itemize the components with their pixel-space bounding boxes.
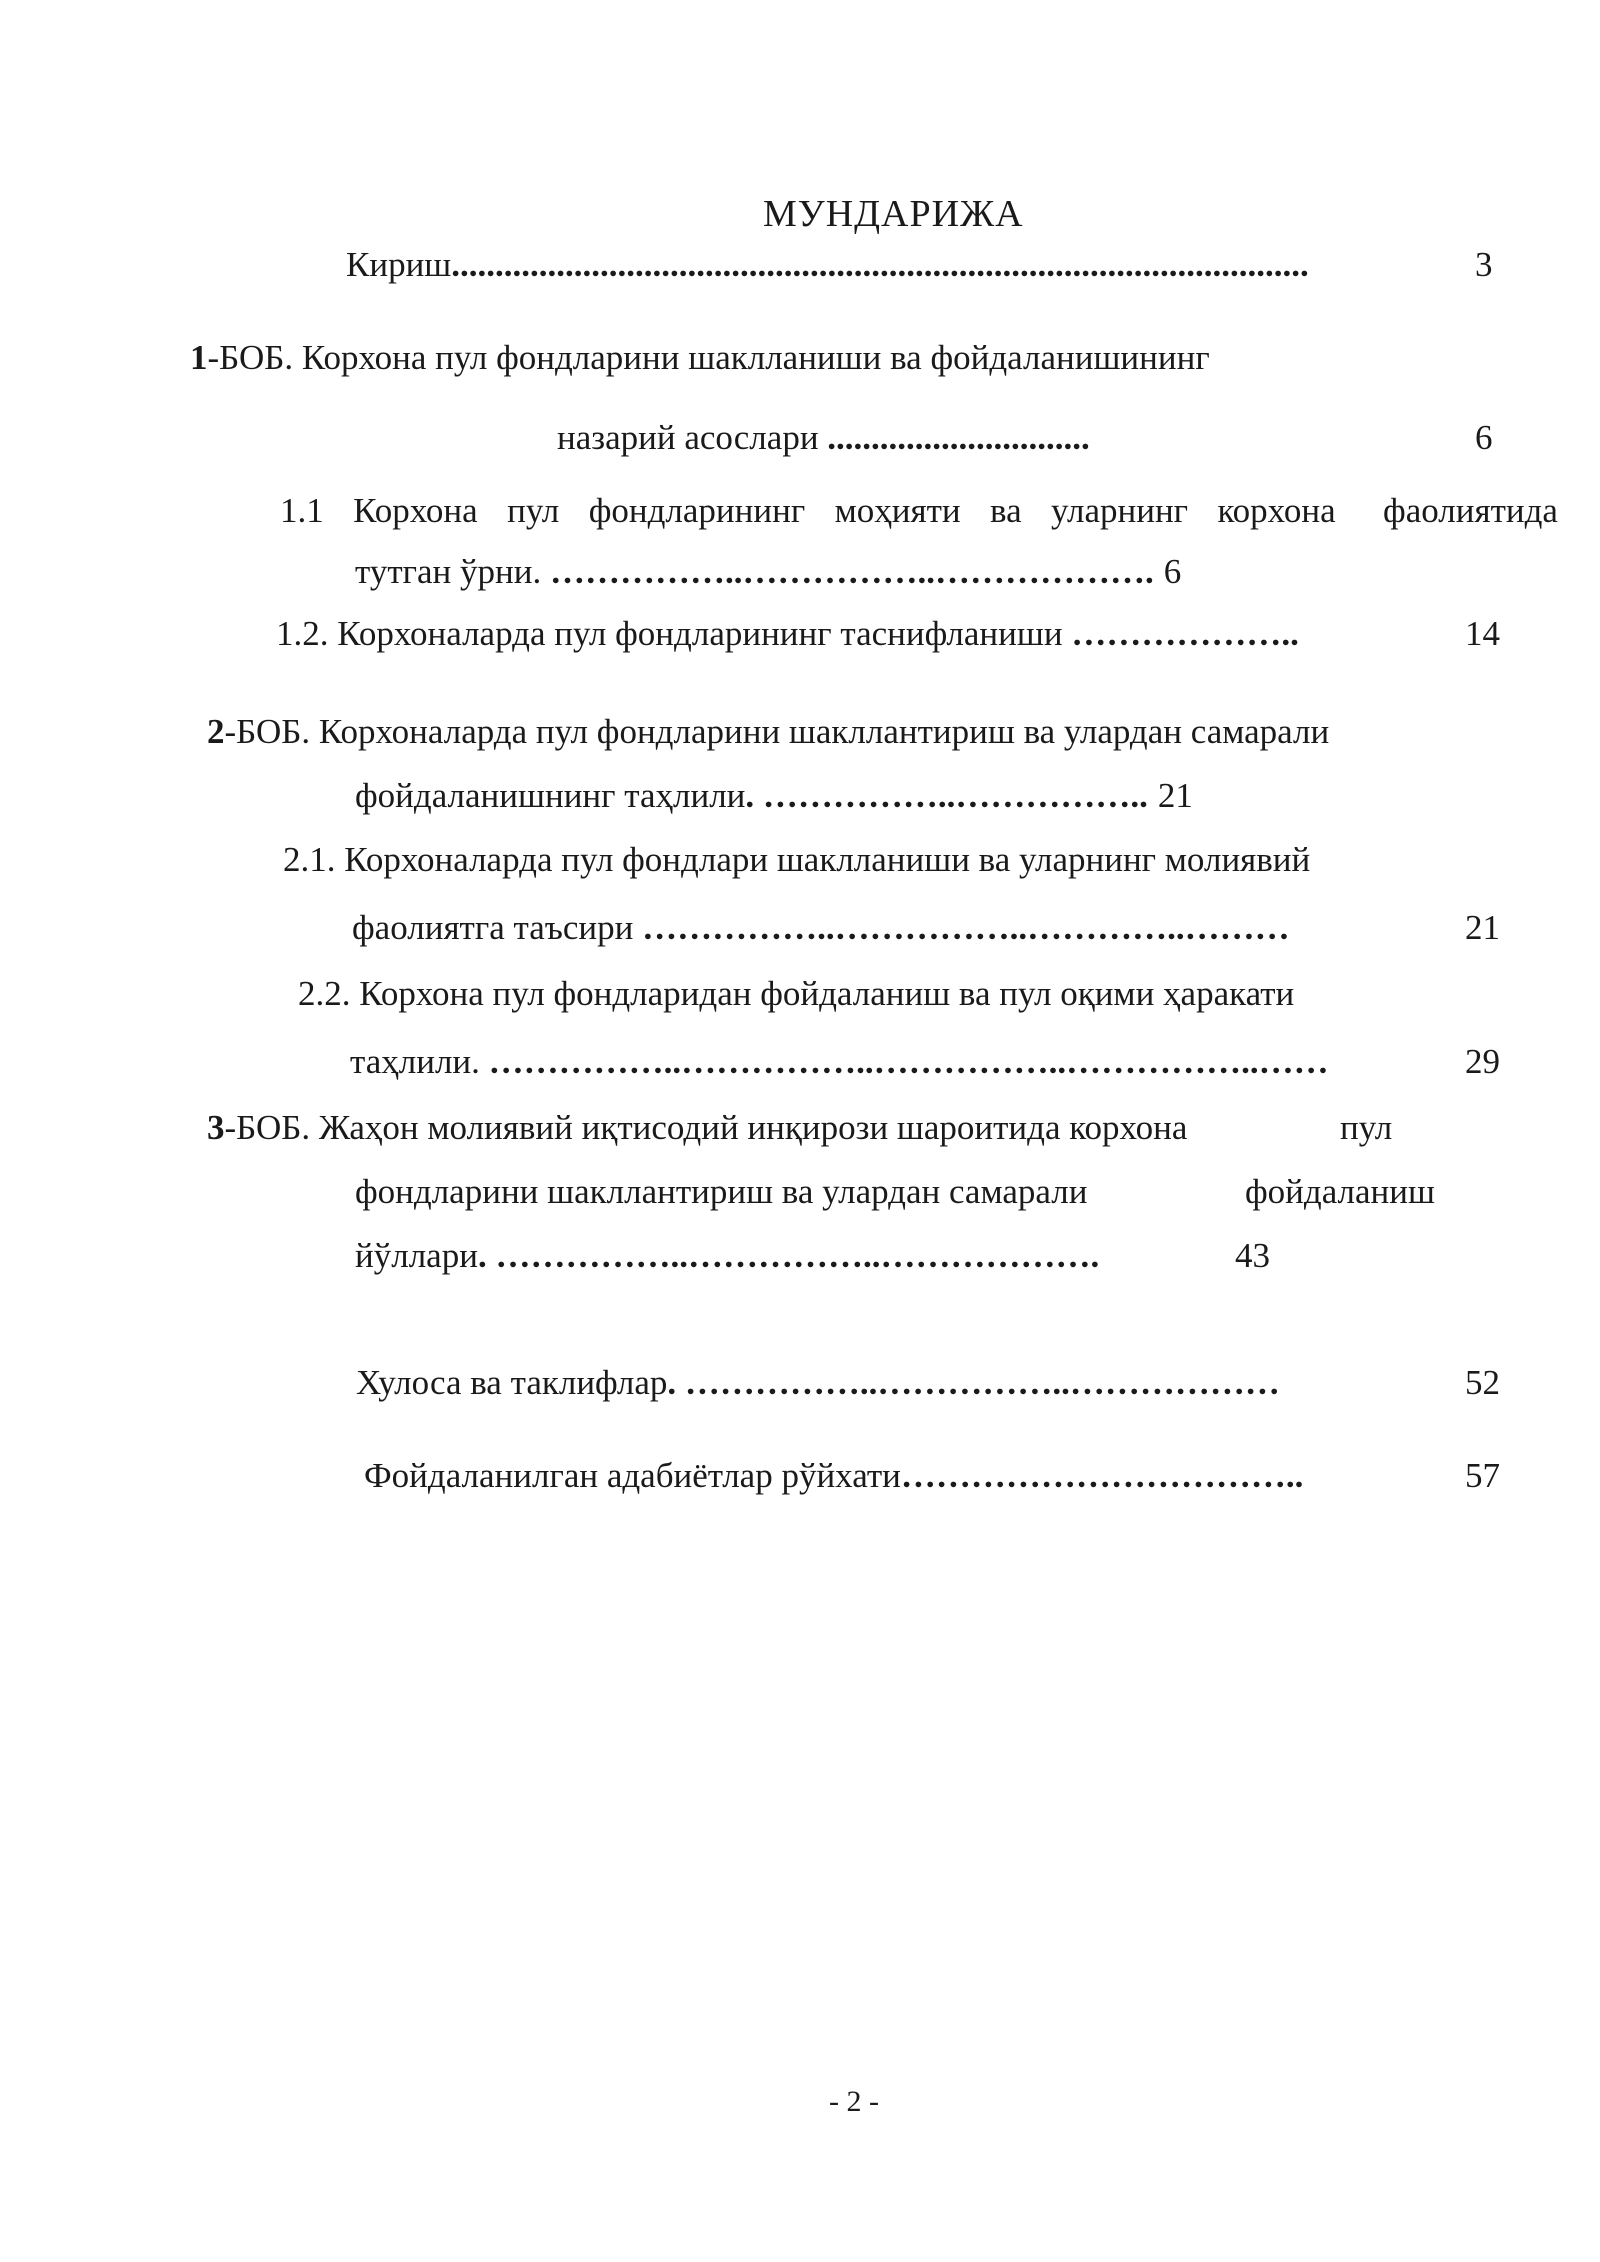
toc-chapter-2-cont — [355, 774, 1193, 818]
word: 1.1 — [280, 491, 324, 530]
toc-dots: ……………….. — [1071, 614, 1299, 653]
toc-page-1-1: 6 — [1163, 552, 1182, 591]
page-title: МУНДАРИЖА — [763, 193, 1024, 235]
toc-page-ch3: 43 — [1235, 1236, 1270, 1275]
toc-entry-references — [364, 1454, 1303, 1498]
chapter-prefix: -БОБ. — [207, 338, 294, 377]
word: Корхона — [353, 491, 478, 530]
toc-label: Фойдаланилган адабиётлар рўйхати — [364, 1456, 901, 1495]
toc-chapter-3 — [207, 1106, 1187, 1150]
toc-page-ch2: 21 — [1157, 776, 1193, 815]
word: моҳияти — [834, 491, 961, 530]
toc-dots: . ……………..…………….. — [745, 776, 1148, 815]
chapter-number: 1 — [190, 338, 208, 377]
toc-dots: …………………………….. — [900, 1456, 1304, 1495]
toc-chapter-3-cont2 — [355, 1234, 1099, 1278]
toc-dots: .................................................................................................. — [451, 245, 1309, 284]
toc-page-conclusion: 52 — [1465, 1363, 1500, 1402]
word: корхона — [1217, 491, 1336, 530]
toc-dots: .............................. — [827, 418, 1090, 457]
toc-section-2-2: 2.2. Корхона пул фондларидан фойдаланиш ва пул оқими ҳаракати — [298, 974, 1295, 1013]
section-title: 1.2. Корхоналарда пул фондларининг таснифланиши — [276, 614, 1072, 653]
toc-chapter-1-cont — [557, 416, 1090, 460]
toc-chapter-3-word: пул — [1340, 1108, 1393, 1147]
toc-dots: . ……………..……………..……………… — [667, 1363, 1280, 1402]
toc-label: Хулоса ва таклифлар — [356, 1363, 668, 1402]
toc-section-1-1 — [280, 489, 1558, 533]
toc-entry-intro — [346, 243, 1309, 287]
word: фаолиятида — [1383, 491, 1558, 530]
section-title-cont: тутган ўрни. — [355, 552, 550, 591]
toc-page-1-2: 14 — [1465, 614, 1500, 653]
toc-page-2-1: 21 — [1465, 908, 1500, 947]
toc-section-1-2 — [276, 612, 1299, 656]
toc-section-1-1-cont — [355, 550, 1181, 594]
toc-label: Кириш — [346, 245, 452, 284]
toc-section-2-2-cont — [350, 1040, 1329, 1084]
toc-page-intro: 3 — [1475, 245, 1493, 284]
toc-entry-conclusion — [356, 1361, 1280, 1405]
section-title-cont: таҳлили. — [350, 1042, 489, 1081]
toc-section-2-1: 2.1. Корхоналарда пул фондлари шаклланиши ва уларнинг молиявий — [283, 840, 1311, 879]
toc-dots: . ……………..……………..………………. — [477, 1236, 1100, 1275]
toc-section-2-1-cont — [352, 906, 1290, 950]
toc-page-references: 57 — [1465, 1456, 1500, 1495]
toc-page-2-2: 29 — [1465, 1042, 1500, 1081]
chapter-number: 2 — [207, 712, 225, 751]
toc-chapter-1 — [190, 336, 1210, 380]
chapter-title: Корхоналарда пул фондларини шакллантириш ва улардан самарали — [310, 712, 1330, 751]
toc-chapter-3-cont: фондларини шакллантириш ва улардан самарали — [355, 1172, 1088, 1211]
toc-chapter-3-cont-word: фойдаланиш — [1245, 1172, 1435, 1211]
page-number-footer: - 2 - — [829, 2085, 879, 2118]
toc-dots: ……………..……………..……………..……………..…… — [488, 1042, 1329, 1081]
chapter-title-cont: назарий асослари — [557, 418, 828, 457]
chapter-prefix: -БОБ. — [224, 712, 311, 751]
word: пул — [507, 491, 560, 530]
toc-page-ch1: 6 — [1475, 418, 1493, 457]
toc-dots: ……………..……………..…………..……… — [642, 908, 1290, 947]
word: ва — [990, 491, 1022, 530]
section-title-cont: фаолиятга таъсири — [352, 908, 643, 947]
word: уларнинг — [1051, 491, 1189, 530]
chapter-title-cont: йўллари — [355, 1236, 478, 1275]
toc-dots: ……………..……………..………………. — [549, 552, 1154, 591]
chapter-title: Корхона пул фондларини шаклланиши ва фойдаланишининг — [293, 338, 1210, 377]
chapter-number: 3 — [207, 1108, 225, 1147]
chapter-title: Жаҳон молиявий иқтисодий инқирози шароитида корхона — [310, 1108, 1188, 1147]
toc-chapter-2 — [207, 710, 1329, 754]
word: фондларининг — [588, 491, 806, 530]
chapter-prefix: -БОБ. — [224, 1108, 311, 1147]
chapter-title-cont: фойдаланишнинг таҳлили — [355, 776, 746, 815]
